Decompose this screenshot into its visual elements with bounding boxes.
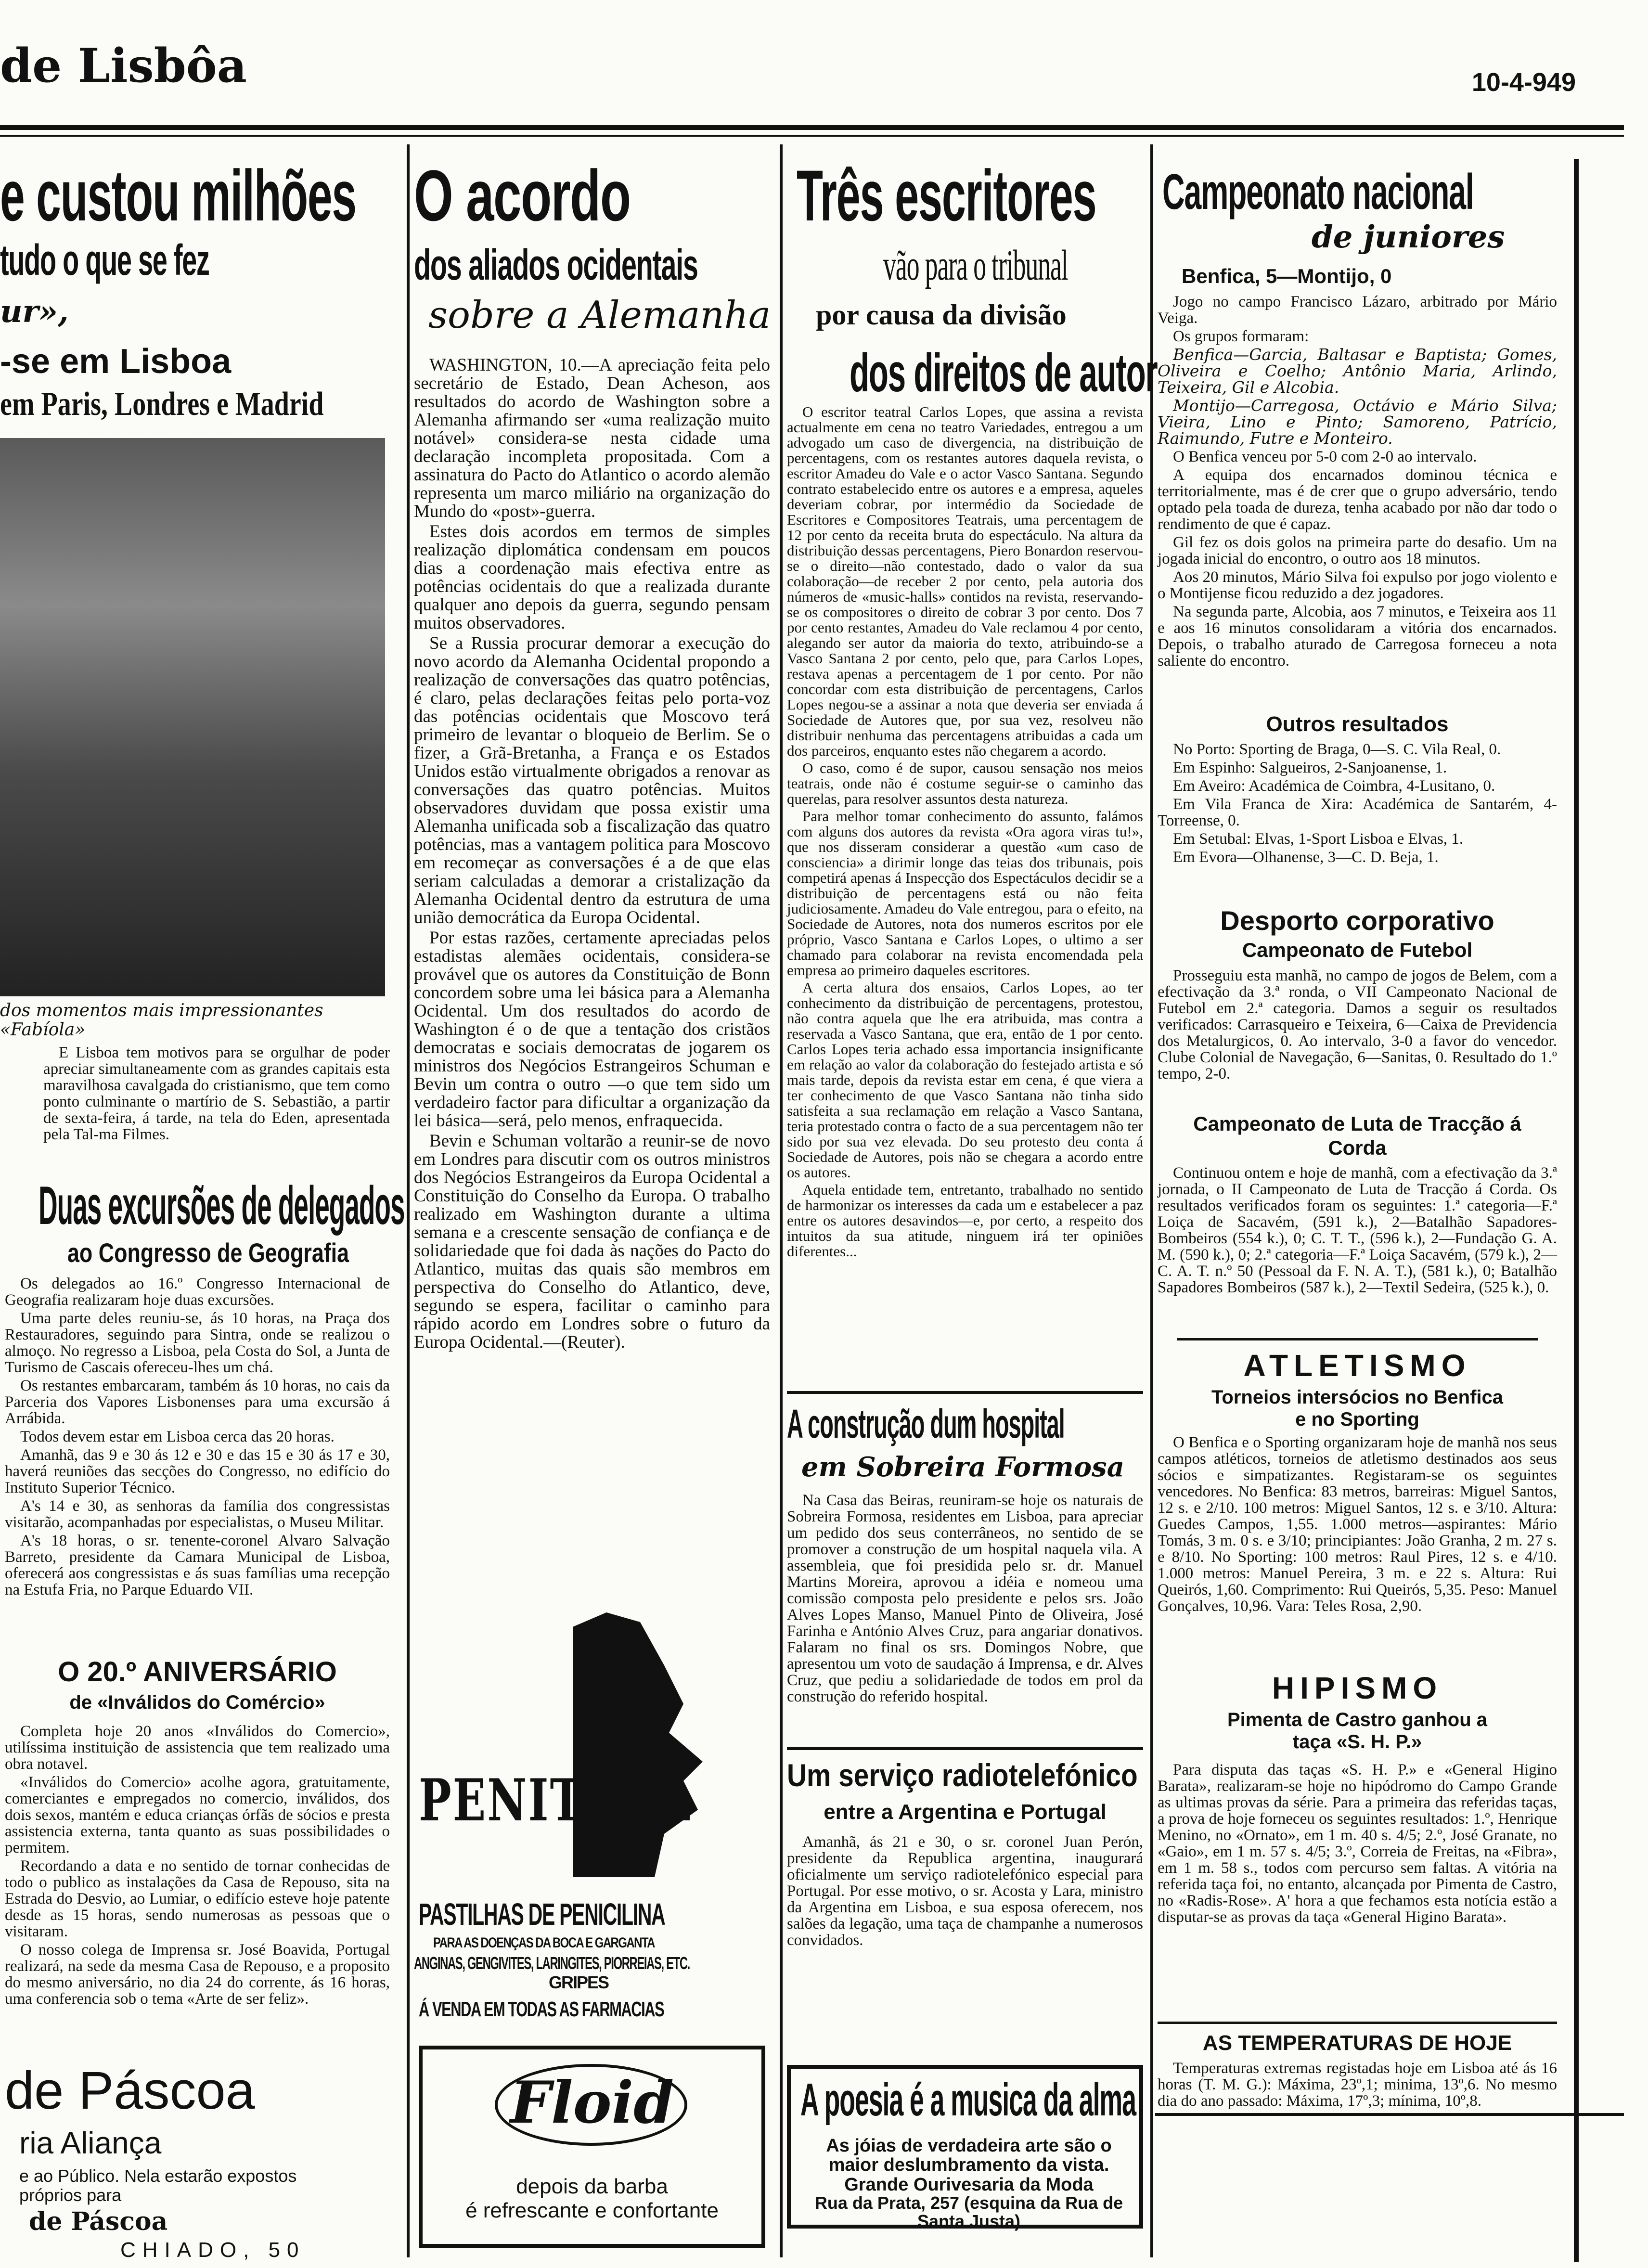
ourivesaria-line3: Rua da Prata, 257 (esquina da Rua de Santa Justa) [814, 2193, 1123, 2231]
aniversario-body: Completa hoje 20 anos «Inválidos do Comercio», utilíssima instituição de assistencia que tem realizado uma obra notavel. «Inválidos do Comercio» acolhe agora, gratuitamente, comerciantes e empregados no comercio, inválidos, dos dois sexos, mantém e educa crianças órfãs de sócios e presta assistencia externa, tanta quanto as suas possibilidades o permitem. Recordando a data e no sentido de tornar conhecidas de todo o publico as instalações da Casa de Repouso, sita na Estrada do Desvio, ao Lumiar, o edifício esteve hoje patente desde as 15 horas, sendo numerosas as pessoas que o visitaram. O nosso colega de Imprensa sr. José Boavida, Portugal realizará, na sede da mesma Casa de Repouso, e a proposito do mesmo aniversário, no dia 24 do corrente, ás 16 horas, uma conferencia sob o tema «Arte de ser feliz». [5, 1723, 390, 2008]
film-still-photo [0, 438, 385, 996]
issue-date: 10-4-949 [1471, 68, 1576, 97]
radio-subtitle: entre a Argentina e Portugal [824, 1800, 1107, 1824]
aniversario-subtitle: de «Inválidos do Comércio» [69, 1692, 325, 1713]
pascoa-ad-line4: de Páscoa [29, 2207, 168, 2236]
atletismo-subtitle: Torneios intersócios no Benfica e no Sporting [1211, 1387, 1504, 1430]
section-rule [1177, 1338, 1538, 1340]
pascoa-ad-address: CHIADO, 50 [120, 2238, 306, 2262]
luta-title: Campeonato de Luta de Tracção á Corda [1193, 1112, 1521, 1159]
penitrol-line3: ANGINAS, GENGIVITES, LARINGITES, PIORREIAS, ETC. [414, 1953, 690, 1973]
ourivesaria-headline: A poesia é a musica da alma [800, 2074, 1136, 2126]
photo-caption: dos momentos mais impressionantes «Fabíola» [0, 1001, 323, 1040]
luta-body: Continuou ontem e hoje de manhã, com a efectivação da 3.ª jornada, o II Campeonato de Luta de Tracção á Corda. Os resultados verificados foram os seguintes: 1.ª categoria—F.ª Loiça de Sacavém, (591 k.), 2—Batalhão Sapadores-Bombeiros (554 k.), 0; C. T. T., (596 k.), 2—Fundação G. A. M. (590 k.), 0; 2.ª categoria—F.ª Loiça Sacavém, (579 k.), 2—C. A. T. n.º 50 (Pessoal da F. N. A. T.), (581 k.), 0; Batalhão Sapadores Bombeiros (587 k.), 2—Textil Sedeira, (525 k.), 0. [1158, 1164, 1557, 1296]
top-rule [0, 125, 1624, 130]
fabiola-text: E Lisboa tem motivos para se orgulhar de poder apreciar simultaneamente com as grandes capitais esta maravilhosa cavalgada do cristianismo, que tem como ponto culminante o martírio de S. Sebastião, a partir de sexta-feira, á tarde, na tela do Eden, apresentada pela Tal-ma Filmes. [43, 1044, 390, 1143]
subhead-divisao: por causa da divisão [816, 299, 1067, 331]
penitrol-face-illustration [414, 1608, 770, 1877]
subhead-cities: em Paris, Londres e Madrid [0, 386, 324, 423]
top-rule-thin [0, 135, 1624, 137]
penitrol-line2: PARA AS DOENÇAS DA BOCA E GARGANTA [433, 1935, 655, 1951]
hospital-subtitle: em Sobreira Formosa [801, 1451, 1124, 1483]
headline-campeonato: Campeonato nacional [1162, 164, 1474, 220]
floid-line2: é refrescante e confortante [465, 2199, 719, 2222]
match-result: Benfica, 5—Montijo, 0 [1182, 265, 1392, 287]
column-4 [1158, 154, 1569, 2257]
floid-line1: depois da barba [516, 2175, 668, 2198]
ourivesaria-line1: As jóias de verdadeira arte são o maior deslumbramento da vista. [826, 2136, 1112, 2175]
masthead-title: de Lisbôa [0, 39, 247, 93]
headline-tres-escritores: Três escritores [797, 155, 1096, 236]
radio-body: Amanhã, ás 21 e 30, o sr. coronel Juan Perón, presidente da Republica argentina, inaugurará oficialmente um serviço radiotelefónico especial para Portugal. Por esse motivo, o sr. Acosta y Lara, ministro da Argentina em Lisboa, e sua esposa oferecem, nos salões da legação, uma taça de champanhe a numerosos convidados. [787, 1833, 1143, 1949]
pascoa-ad-line3: próprios para [19, 2185, 122, 2205]
atletismo-body: O Benfica e o Sporting organizaram hoje de manhã nos seus campos atléticos, torneios de atletismo destinados aos seus sócios e simpatizantes. Registaram-se os seguintes vencedores. No Benfica: 83 metros, barreiras: Miguel Santos, 12 s. e 2/10. 100 metros: Miguel Santos, 12 s. e 3/10. Altura: Guedes Campos, 1,55. 1.000 metros—aspirantes: Mário Tomás, 3 m. 0 s. e 3/10; principiantes: João Granha, 2 m. 27 s. e 8/10. No Sporting: 100 metros: Raul Pires, 12 s. e 4/10. 1.000 metros: Manuel Pereira, 3 m. e 22 s. Altura: Rui Queirós, 1,60. Comprimento: Rui Queirós, 5,35. Peso: Manuel Gonçalves, 10,96. Vara: Teles Rosa, 2,90. [1158, 1434, 1557, 1615]
excursoes-subtitle: ao Congresso de Geografia [67, 1237, 349, 1268]
atletismo-title: ATLETISMO [1243, 1348, 1471, 1383]
desporto-subtitle: Campeonato de Futebol [1242, 939, 1473, 961]
subhead-tribunal: vão para o tribunal [883, 242, 1068, 289]
section-rule [787, 1391, 1143, 1394]
acordo-body: WASHINGTON, 10.—A apreciação feita pelo secretário de Estado, Dean Acheson, aos resultados do acordo de Washington sobre a Alemanha afirmando ser «uma realização muito notável» considera-se nesta cidade uma declaração incompleta propositada. Com a assinatura do Pacto do Atlantico o acordo alemão representa um marco miliário na organização do Mundo do «post»-guerra. Estes dois acordos em termos de simples realização diplomática condensam em poucos dias a coordenação mais efectiva entre as potências ocidentais do que a realizada durante qualquer ano depois da guerra, segundo pensam muitos observadores. Se a Russia procurar demorar a execução do novo acordo da Alemanha Ocidental propondo a realização de conversações das quatro potências, é claro, pelas declarações feitas pelo porta-voz das potências ocidentais que Moscovo terá primeiro de levantar o bloqueio de Berlim. Se o fizer, a Grã-Bretanha, a França e os Estados Unidos estão virtualmente obrigados a renovar as conversações das quatro potências. Muitos observadores duvidam que possa existir uma Alemanha unificada sob a fiscalização das quatro potências, mas a vantagem politica para Moscovo em recomeçar as conversações é a de que elas seriam calculadas a demorar a cristalização da Alemanha Ocidental dentro da estrutura de uma união democrática da Europa Ocidental. Por estas razões, certamente apreciadas pelos estadistas alemães ocidentais, considera-se provável que os autores da Constituição de Bonn concordem sobre uma lei básica para a Alemanha Ocidental. Um dos resultados do acordo de Washington é o de que a tentação dos cristãos democratas e sociais democratas de jogarem os ministros dos Negócios Estrangeiros Schuman e Bevin um contra o outro —o que tem sido um verdadeiro factor para dificultar a organização da lei básica—será, pelo menos, enfraquecida. Bevin e Schuman voltarão a reunir-se de novo em Londres para discutir com os outros ministros dos Negócios Estrangeiros da Europa Ocidental a Constituição do Conselho da Europa. O trabalho realizado em Washington durante a ultima semana e a crescente sensação de confiança e de solidariedade que foi dada às nações do Pacto do Atlantico, muitas das quais são membros em perspectiva do Conselho do Atlantico, deve, segundo se espera, facilitar o caminho para rápido acordo em Londres sobre o futuro da Europa Ocidental.—(Reuter). [414, 355, 770, 1352]
pascoa-ad-line1: ria Aliança [19, 2126, 162, 2160]
column-divider [1150, 144, 1153, 2257]
desporto-title: Desporto corporativo [1220, 905, 1494, 936]
penitrol-line5: Á VENDA EM TODAS AS FARMACIAS [419, 1997, 664, 2021]
subhead-lisboa: -se em Lisboa [0, 342, 232, 381]
subhead-direitos: dos direitos de autor [850, 343, 1158, 403]
ourivesaria-line2: Grande Ourivesaria da Moda [844, 2175, 1094, 2195]
penitrol-line4: GRIPES [549, 1972, 609, 1992]
floid-ad [419, 2046, 765, 2248]
right-border [1574, 159, 1579, 2262]
temperaturas-body: Temperaturas extremas registadas hoje em Lisboa até ás 16 horas (T. M. G.): Máxima, 23º,1; minima, 13º,6. No mesmo dia do ano passado: Máxima, 17º,3; mínima, 10º,8. [1158, 2060, 1557, 2110]
subhead-aliados: dos aliados ocidentais [414, 241, 698, 289]
section-rule [787, 1747, 1143, 1750]
desporto-body: Prosseguiu esta manhã, no campo de jogos de Belem, com a efectivação da 3.ª ronda, o VII Campeonato Nacional de Futebol em 2.ª categoria. Damos a seguir os resultados verificados: Carrasqueiro e Teixeira, 6—Caixa de Previdencia dos Metalurgicos, 0. Ao intervalo, 3-0 a favor do vencedor. Clube Colonial de Navegação, 6—Sanitas, 0. Resultado do 1.º tempo, 2-0. [1158, 967, 1557, 1082]
column-divider [407, 144, 410, 2257]
aniversario-title: O 20.º ANIVERSÁRIO [58, 1656, 337, 1688]
section-rule [1158, 2022, 1557, 2024]
ourivesaria-ad [787, 2065, 1143, 2229]
hipismo-body: Para disputa das taças «S. H. P.» e «General Higino Barata», realizaram-se hoje no hipódromo do Campo Grande as ultimas provas da série. Para a primeira das referidas taças, a prova de hoje forneceu os seguintes resultados: 1.º, Henrique Menino, no «Ornato», em 1 m. 40 s. 4/5; 2.º, José Granate, no «Gaio», em 1 m. 57 s. 4/5; 3.º, Correia de Freitas, na «Fibra», em 1 m. 58 s., todos com percurso sem faltas. A vitória na referida taça foi, no entanto, alcançada por Pimenta de Castro, no «Radis-Rose». A' hora a que fechamos esta notícia estão a disputar-se as provas da taça «General Higino Barata». [1158, 1761, 1557, 1926]
column-divider [780, 144, 783, 2257]
headline-custou-milhoes: e custou milhões [0, 155, 356, 236]
hospital-title: A construção dum hospital [787, 1401, 1065, 1446]
floid-brand: Floid [510, 2069, 674, 2137]
penitrol-line1: PASTILHAS DE PENICILINA [419, 1897, 665, 1932]
pascoa-ad-line2: e ao Público. Nela estarão expostos [19, 2166, 297, 2186]
hospital-body: Na Casa das Beiras, reuniram-se hoje os naturais de Sobreira Formosa, residentes em Lisboa, para apreciar um pedido dos seus conterrâneos, no sentido de se promover a construção de um hospital naquela vila. A assembleia, que foi presidida pelo sr. dr. Manuel Martins Moreira, aprovou a idéia e nomeou uma comissão composta pelo presidente e pelos srs. João Alves Lopes Manso, Manuel Pinto de Oliveira, José Farinha e António Alves Cruz, para angariar donativos. Falaram no final os srs. Domingos Nobre, que apresentou um voto de saudação á Imprensa, e dr. Alves Cruz, que pediu a solidariedade de todos em prol da construção do referido hospital. [787, 1492, 1143, 1705]
hipismo-title: HIPISMO [1272, 1671, 1443, 1705]
radio-title: Um serviço radiotelefónico [787, 1757, 1138, 1793]
column-1 [0, 154, 405, 2262]
subhead-ur: ur», [0, 294, 69, 330]
subhead-tudo: tudo o que se fez [0, 236, 209, 284]
hipismo-subtitle: Pimenta de Castro ganhou a taça «S. H. P.» [1227, 1709, 1488, 1753]
pascoa-ad-title: de Páscoa [5, 2061, 255, 2120]
column-3 [787, 154, 1158, 2248]
excursoes-body: Os delegados ao 16.º Congresso Internacional de Geografia realizaram hoje duas excursões. Uma parte deles reuniu-se, ás 10 horas, na Praça dos Restauradores, seguindo para Sintra, onde se realizou o almoço. No regresso a Lisboa, pela Costa do Sol, a Junta de Turismo de Cascais ofereceu-lhes um chá. Os restantes embarcaram, também ás 10 horas, no cais da Parceria dos Vapores Lisbonenses para uma excursão á Arrábida. Todos devem estar em Lisboa cerca das 20 horas. Amanhã, das 9 e 30 ás 12 e 30 e das 15 e 30 ás 17 e 30, haverá reuniões das secções do Congresso, no edifício do Instituto Superior Técnico. A's 14 e 30, as senhoras da família dos congressistas visitarão, acompanhadas por especialistas, o Museu Militar. A's 18 horas, o sr. tenente-coronel Alvaro Salvação Barreto, presidente da Camara Municipal de Lisboa, oferecerá aos congressistas e ás suas famílias uma recepção na Estufa Fria, no Parque Eduardo VII. [5, 1275, 390, 1598]
subhead-alemanha: sobre a Alemanha [428, 294, 771, 337]
outros-title: Outros resultados [1266, 712, 1449, 736]
subhead-juniores: de juniores [1312, 219, 1505, 255]
juniores-body: Jogo no campo Francisco Lázaro, arbitrado por Mário Veiga. Os grupos formaram: Benfica—Garcia, Baltasar e Baptista; Gomes, Oliveira e Coelho; Antônio Maria, Arlindo, Teixeira, Gil e Alcobia. Montijo—Carregosa, Octávio e Mário Silva; Vieira, Lino e Pinto; Samoreno, Patrício, Raimundo, Futre e Monteiro. O Benfica venceu por 5-0 com 2-0 ao intervalo. A equipa dos encarnados dominou técnica e territorialmente, mas é de crer que o grupo adversário, tendo optado pela toada de dureza, tenha acabado por não dar todo o rendimento de que é capaz. Gil fez os dois golos na primeira parte do desafio. Um na jogada inicial do encontro, o outro aos 18 minutos. Aos 20 minutos, Mário Silva foi expulso por jogo violento e o Montijense ficou reduzido a dez jogadores. Na segunda parte, Alcobia, aos 7 minutos, e Teixeira aos 11 e aos 16 minutos consolidaram a vitória dos encarnados. Depois, o trabalho aturado de Carregosa forneceu a nota saliente do encontro. [1158, 293, 1557, 670]
headline-o-acordo: O acordo [414, 155, 631, 236]
penitrol-ad [414, 1608, 770, 2026]
column-2 [414, 154, 775, 2248]
outros-list: No Porto: Sporting de Braga, 0—S. C. Vila Real, 0. Em Espinho: Salgueiros, 2-Sanjoanense, 1. Em Aveiro: Académica de Coimbra, 4-Lusitano, 0. Em Vila Franca de Xira: Académica de Santarém, 4-Torreense, 0. Em Setubal: Elvas, 1-Sport Lisboa e Elvas, 1. Em Evora—Olhanense, 3—C. D. Beja, 1. [1158, 741, 1557, 866]
escritores-body: O escritor teatral Carlos Lopes, que assina a revista actualmente em cena no teatro Variedades, entregou a um advogado um caso de divergencia, na distribuição de percentagens, com os restantes autores daquela revista, o escritor Amadeu do Vale e o actor Vasco Santana. Segundo contrato estabelecido entre os autores e a empresa, aqueles deveriam cobrar, por intermédio da Sociedade de Escritores e Compositores Teatrais, uma percentagem de 12 por cento da receita bruta do espectáculo. Na altura da distribuição dessas percentagens, Piero Bonardon reservou-se o direito—não contestado, dado o valor da sua colaboração—de receber 2 por cento, pela autoria dos números de «music-halls» contidos na revista, reservando-se os compositores o direito de cobrar 3 por cento. Dos 7 por cento restantes, Amadeu do Vale reclamou 4 por cento, alegando ser autor da maioria do texto, atribuindo-se a Vasco Santana 2 por cento, pelo que, para Carlos Lopes, restava apenas a percentagem de 1 por cento. Por não concordar com esta distribuição de percentagens, Carlos Lopes negou-se a assinar a nota que deveria ser enviada á Sociedade de Autores que, por sua vez, resolveu não distribuir nenhuma das percentagens atribuidas a cada um dos parceiros, enquanto estes não chegarem a acordo. O caso, como é de supor, causou sensação nos meios teatrais, onde não é costume seguir-se o caminho das querelas, para resolver assuntos desta natureza. Para melhor tomar conhecimento do assunto, falámos com alguns dos autores da revista «Ora agora viras tu!», que nos disseram considerar a questão «um caso de consciencia» a dirimir longe das teias dos tribunais, pois competirá apenas á Inspecção dos Espectáculos decidir se a distribuição de percentagens está ou não feita judiciosamente. Amadeu do Vale entregou, para o efeito, na Sociedade de Autores, nota dos numeros escritos por ele próprio, Vasco Santana e Carlos Lopes, o ultimo a ser chamado para colaborar na revista encomendada pela empresa ao primeiro daqueles escritores. A certa altura dos ensaios, Carlos Lopes, ao ter conhecimento da distribuição de percentagens, protestou, não contra aquela que lhe era atribuida, mas contra a reservada a Vasco Santana, que era, então de 1 por cento. Carlos Lopes teria achado essa importancia insignificante em relação ao valor da colaboração do festejado artista e só mais tarde, depois da revista estar em cena, é que viera a ter conhecimento de que Vasco Santana não tinha sido satisfeita a sua reclamação em relação a Vasco Santana, teria protestado contra o facto de a sua percentagem não ter sido por sua vez elevada. Do seu protesto deu conta á Sociedade de Autores, pois não se chegara a acordo entre os autores. Aquela entidade tem, entretanto, trabalhado no sentido de harmonizar os interesses da cada um e estabelecer a paz entre os autores desavindos—e, por certo, a respeito dos intuitos da sua atitude, ninguem irá ter opiniões diferentes... [787, 403, 1143, 1260]
excursoes-title: Duas excursões de delegados [39, 1175, 405, 1236]
temperaturas-title: AS TEMPERATURAS DE HOJE [1202, 2031, 1512, 2055]
penitrol-brand: PENITROL [419, 1766, 693, 1834]
